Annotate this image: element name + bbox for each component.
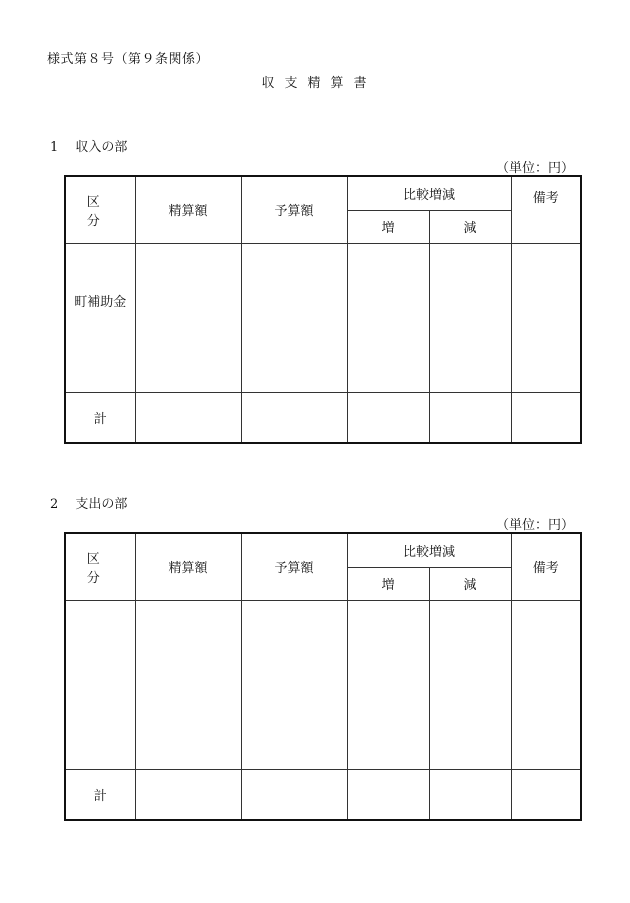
row-budget-cell <box>241 600 347 769</box>
total-row <box>65 392 581 443</box>
document-title: 収支精算書 <box>261 76 377 91</box>
total-budget-cell <box>241 769 347 820</box>
form-number: 様式第８号（第９条関係） <box>47 52 210 67</box>
row-category-label: 町補助金 <box>74 294 127 310</box>
row-category-cell <box>65 243 135 392</box>
row-remarks-cell <box>511 600 581 769</box>
expense-section-heading: 2 支出の部 <box>50 497 128 512</box>
row-settled-cell <box>135 600 241 769</box>
header-settled-amount: 精算額 <box>135 533 241 600</box>
total-remarks-cell <box>511 392 581 443</box>
total-decrease-cell <box>429 392 511 443</box>
total-label: 計 <box>65 392 135 443</box>
total-increase-cell <box>347 392 429 443</box>
expense-unit-label: （単位：円） <box>495 518 574 533</box>
row-increase-cell <box>347 243 429 392</box>
income-table <box>64 175 582 444</box>
header-decrease: 減 <box>429 567 511 600</box>
header-remarks: 備考 <box>511 176 581 243</box>
table-row <box>65 243 581 392</box>
row-decrease-cell <box>429 243 511 392</box>
total-budget-cell <box>241 392 347 443</box>
header-decrease: 減 <box>429 210 511 243</box>
row-budget-cell <box>241 243 347 392</box>
row-settled-cell <box>135 243 241 392</box>
header-increase: 増 <box>347 210 429 243</box>
row-category-cell <box>65 600 135 769</box>
total-remarks-cell <box>511 769 581 820</box>
total-settled-cell <box>135 392 241 443</box>
header-settled-amount: 精算額 <box>135 176 241 243</box>
row-remarks-cell <box>511 243 581 392</box>
total-increase-cell <box>347 769 429 820</box>
row-decrease-cell <box>429 600 511 769</box>
header-budget-amount: 予算額 <box>241 533 347 600</box>
total-row <box>65 769 581 820</box>
total-decrease-cell <box>429 769 511 820</box>
row-increase-cell <box>347 600 429 769</box>
header-comparison: 比較増減 <box>347 533 511 567</box>
header-category: 区 分 <box>65 176 135 243</box>
income-unit-label: （単位：円） <box>495 161 574 176</box>
total-settled-cell <box>135 769 241 820</box>
header-category: 区 分 <box>65 533 135 600</box>
expense-table <box>64 532 582 821</box>
header-remarks: 備考 <box>511 533 581 600</box>
header-increase: 増 <box>347 567 429 600</box>
header-comparison: 比較増減 <box>347 176 511 210</box>
table-row <box>65 600 581 769</box>
header-budget-amount: 予算額 <box>241 176 347 243</box>
income-section-heading: 1 収入の部 <box>50 140 128 155</box>
total-label: 計 <box>65 769 135 820</box>
